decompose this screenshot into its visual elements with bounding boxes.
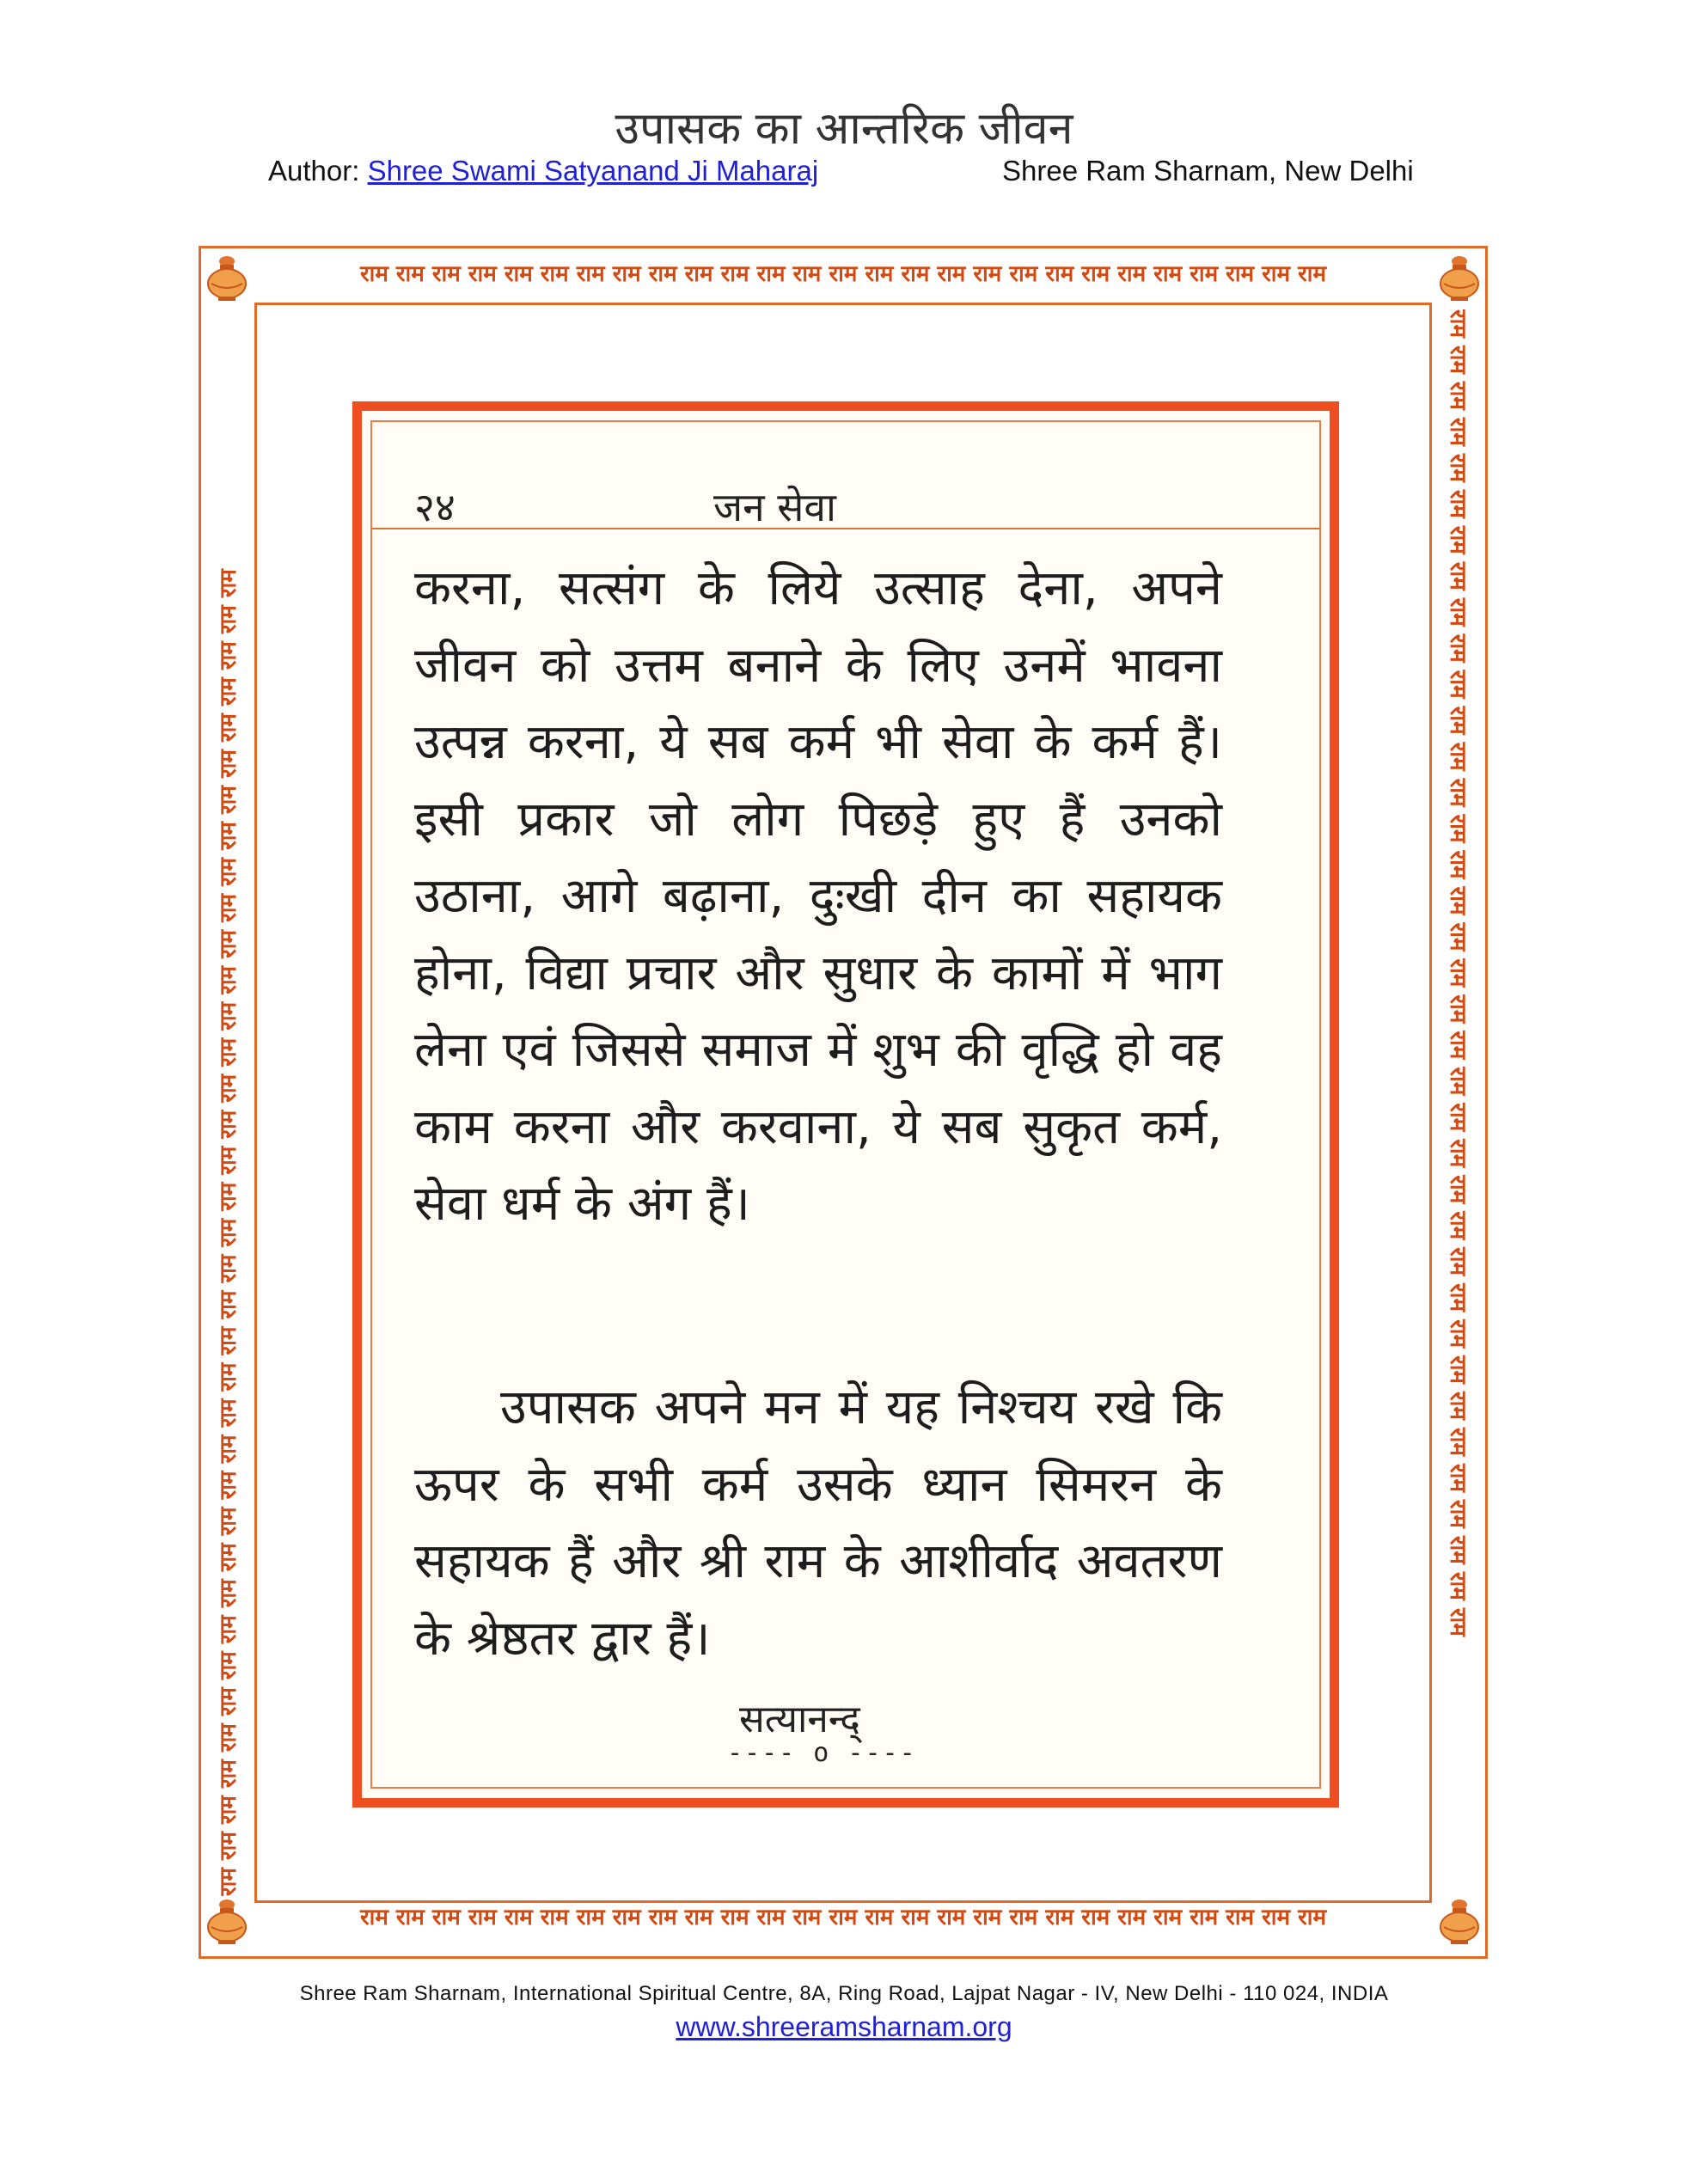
footer-address: Shree Ram Sharnam, International Spiritual Centre, 8A, Ring Road, Lajpat Nagar - IV, New Delhi - 110 024, INDIA bbox=[299, 1982, 1389, 2005]
organization-name: Shree Ram Sharnam, New Delhi bbox=[1002, 155, 1414, 187]
kalash-icon bbox=[203, 1893, 251, 1946]
author-link[interactable]: Shree Swami Satyanand Ji Maharaj bbox=[367, 155, 819, 187]
ram-border-left-text: राम राम राम राम राम राम राम राम राम राम राम राम राम राम राम राम राम राम राम राम राम राम राम राम राम राम राम राम राम राम राम राम राम राम राम राम राम bbox=[216, 569, 242, 1896]
chapter-heading: जन सेवा bbox=[713, 484, 836, 530]
kalash-icon bbox=[1435, 1893, 1483, 1946]
document-title: उपासक का आन्तरिक जीवन bbox=[615, 103, 1073, 155]
website-link[interactable]: www.shreeramsharnam.org bbox=[676, 2011, 1012, 2042]
author-label: Author: bbox=[268, 155, 368, 187]
page-number: २४ bbox=[414, 484, 456, 530]
body-paragraph-2: उपासक अपने मन में यह निश्चय रखे कि ऊपर के सभी कर्म उसके ध्यान सिमरन के सहायक हैं और श्री राम के आशीर्वाद अवतरण के श्रेष्ठतर द्वार हैं। bbox=[414, 1380, 1222, 1667]
footer-website bbox=[0, 2011, 1688, 2043]
kalash-icon bbox=[203, 249, 251, 303]
ram-border-right-text: राम राम राम राम राम राम राम राम राम राम राम राम राम राम राम राम राम राम राम राम राम राम राम राम राम राम राम राम राम राम राम राम राम राम राम राम राम bbox=[1445, 309, 1471, 1636]
body-paragraph-1: करना, सत्संग के लिये उत्साह देना, अपने जीवन को उत्तम बनाने के लिए उनमें भावना उत्पन्न करना, ये सब कर्म भी सेवा के कर्म हैं। इसी प्रकार जो लोग पिछड़े हुए हैं उनको उठाना, आगे बढ़ाना, दुःखी दीन का सहायक होना, विद्या प्रचार और सुधार के कामों में भाग लेना एवं जिससे समाज में शुभ की वृद्धि हो वह काम करना और करवाना, ये सब सुकृत कर्म, सेवा धर्म के अंग हैं। bbox=[414, 560, 1222, 1232]
ram-border-bottom: राम राम राम राम राम राम राम राम राम राम राम राम राम राम राम राम राम राम राम राम राम राम राम राम राम राम राम bbox=[359, 1905, 1327, 1930]
kalash-icon bbox=[1435, 249, 1483, 303]
ram-border-top: राम राम राम राम राम राम राम राम राम राम राम राम राम राम राम राम राम राम राम राम राम राम राम राम राम राम राम bbox=[359, 261, 1327, 287]
ram-border-right bbox=[1434, 309, 1482, 1896]
end-mark: ---- o ---- bbox=[727, 1738, 917, 1768]
author-line bbox=[268, 155, 818, 187]
page-header-rule bbox=[372, 528, 1319, 529]
signature: सत्यानन्द् bbox=[739, 1698, 860, 1741]
ram-border-left bbox=[205, 309, 253, 1896]
